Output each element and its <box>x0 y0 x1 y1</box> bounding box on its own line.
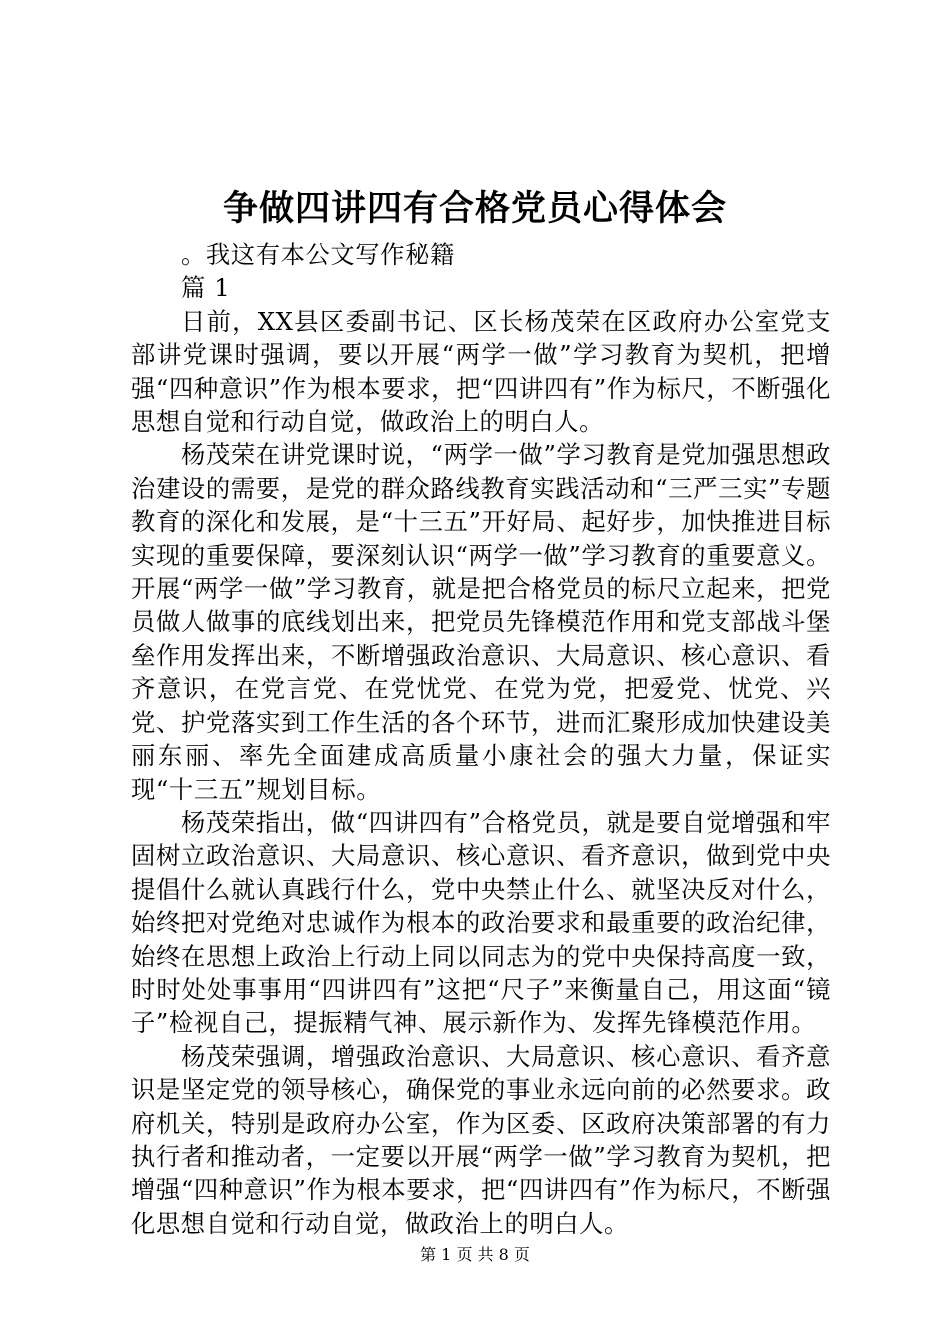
page-number-footer: 第 1 页 共 8 页 <box>420 1245 530 1264</box>
intro-line: 。我这有本公文写作秘籍 <box>181 240 455 269</box>
paragraph: 杨茂荣强调，增强政治意识、大局意识、核心意识、看齐意识是坚定党的领导核心，确保党的事业永远向前的必然要求。政府机关，特别是政府办公室，作为区委、区政府决策部署的有力执行者和推动者，一定要以开展“两学一做”学习教育为契机，把增强“四种意识”作为根本要求，把“四讲四有”作为标尺，不断强化思想自觉和行动自觉，做政治上的明白人。 <box>131 1041 831 1238</box>
document-title: 争做四讲四有合格党员心得体会 <box>222 188 727 229</box>
paragraph: 日前，XX县区委副书记、区长杨茂荣在区政府办公室党支部讲党课时强调，要以开展“两学一做”学习教育为契机，把增强“四种意识”作为根本要求，把“四讲四有”作为标尺，不断强化思想自觉和行动自觉，做政治上的明白人。 <box>131 306 831 437</box>
paragraph: 杨茂荣在讲党课时说，“两学一做”学习教育是党加强思想政治建设的需要，是党的群众路线教育实践活动和“三严三实”专题教育的深化和发展，是“十三五”开好局、起好步，加快推进目标实现的重要保障，要深刻认识“两学一做”学习教育的重要意义。开展“两学一做”学习教育，就是把合格党员的标尺立起来，把党员做人做事的底线划出来，把党员先锋模范作用和党支部战斗堡垒作用发挥出来，不断增强政治意识、大局意识、核心意识、看齐意识，在党言党、在党忧党、在党为党，把爱党、忧党、兴党、护党落实到工作生活的各个环节，进而汇聚形成加快建设美丽东丽、率先全面建成高质量小康社会的强大力量，保证实现“十三五”规划目标。 <box>131 440 831 804</box>
paragraph: 杨茂荣指出，做“四讲四有”合格党员，就是要自觉增强和牢固树立政治意识、大局意识、核心意识、看齐意识，做到党中央提倡什么就认真践行什么，党中央禁止什么、就坚决反对什么，始终把对党绝对忠诚作为根本的政治要求和最重要的政治纪律，始终在思想上政治上行动上同以同志为的党中央保持高度一致，时时处处事事用“四讲四有”这把“尺子”来衡量自己，用这面“镜子”检视自己，提振精气神、展示新作为、发挥先锋模范作用。 <box>131 807 831 1038</box>
section-heading: 篇 1 <box>181 273 231 303</box>
document-body <box>131 238 831 1240</box>
